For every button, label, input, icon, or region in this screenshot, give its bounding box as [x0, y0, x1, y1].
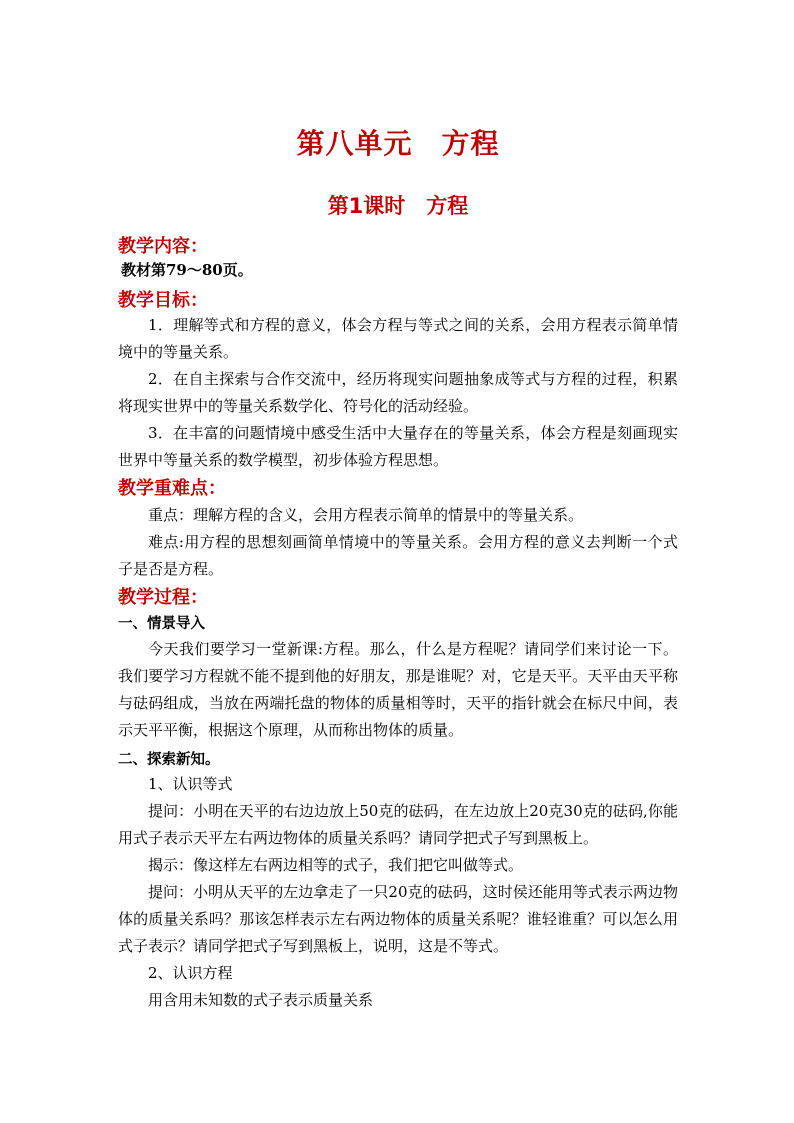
difficult-point: 难点:用方程的思想刻画简单情境中的等量关系。会用方程的意义去判断一个式子是否是方程。 [118, 533, 678, 578]
goal-3: 3．在丰富的问题情境中感受生活中大量存在的等量关系，体会方程是刻画现实世界中等量关系的数学模型，初步体验方程思想。 [118, 424, 678, 469]
document-title: 第八单元 方程 [296, 127, 500, 160]
part2-item-1: 1、认识等式 [148, 775, 233, 793]
part1-title: 一、情景导入 [118, 616, 205, 632]
key-point: 重点：理解方程的含义，会用方程表示简单的情景中的等量关系。 [148, 506, 584, 524]
heading-key-points: 教学重难点： [118, 478, 226, 499]
goal-1: 1．理解等式和方程的意义，体会方程与等式之间的关系，会用方程表示简单情境中的等量关系。 [118, 316, 678, 361]
heading-goals: 教学目标： [118, 290, 208, 311]
heading-content: 教学内容： [118, 236, 208, 257]
part2-title: 二、探索新知。 [118, 752, 220, 768]
part2-item-2: 提问：小明在天平的右边边放上50克的砝码，在左边放上20克30克的砝码,你能用式子表示天平左右两边物体的质量关系吗？请同学把式子写到黑板上。 [118, 802, 678, 847]
part2-item-5: 2、认识方程 [148, 964, 233, 982]
part2-item-4: 提问：小明从天平的左边拿走了一只20克的砝码，这时侯还能用等式表示两边物体的质量关系吗？那该怎样表示左右两边物体的质量关系呢？谁轻谁重？可以怎么用式子表示？请同学把式子写到黑板上，说明，这是不等式。 [118, 883, 678, 955]
heading-process: 教学过程： [118, 587, 208, 608]
part2-item-3: 揭示：像这样左右两边相等的式子，我们把它叫做等式。 [148, 856, 524, 874]
part2-item-6: 用含用未知数的式子表示质量关系 [148, 991, 374, 1009]
part1-text: 今天我们要学习一堂新课:方程。那么，什么是方程呢？请同学们来讨论一下。我们要学习方程就不能不提到他的好朋友，那是谁呢？对，它是天平。天平由天平称与砝码组成，当放在两端托盘的物体的质量相等时，天平的指针就会在标尺中间，表示天平平衡，根据这个原理，从而称出物体的质量。 [118, 640, 678, 739]
content-text: 教材第79～80页。 [121, 261, 253, 279]
goal-2: 2．在自主探索与合作交流中，经历将现实问题抽象成等式与方程的过程，积累将现实世界中的等量关系数学化、符号化的活动经验。 [118, 370, 678, 415]
lesson-subtitle: 第1课时 方程 [327, 194, 469, 218]
